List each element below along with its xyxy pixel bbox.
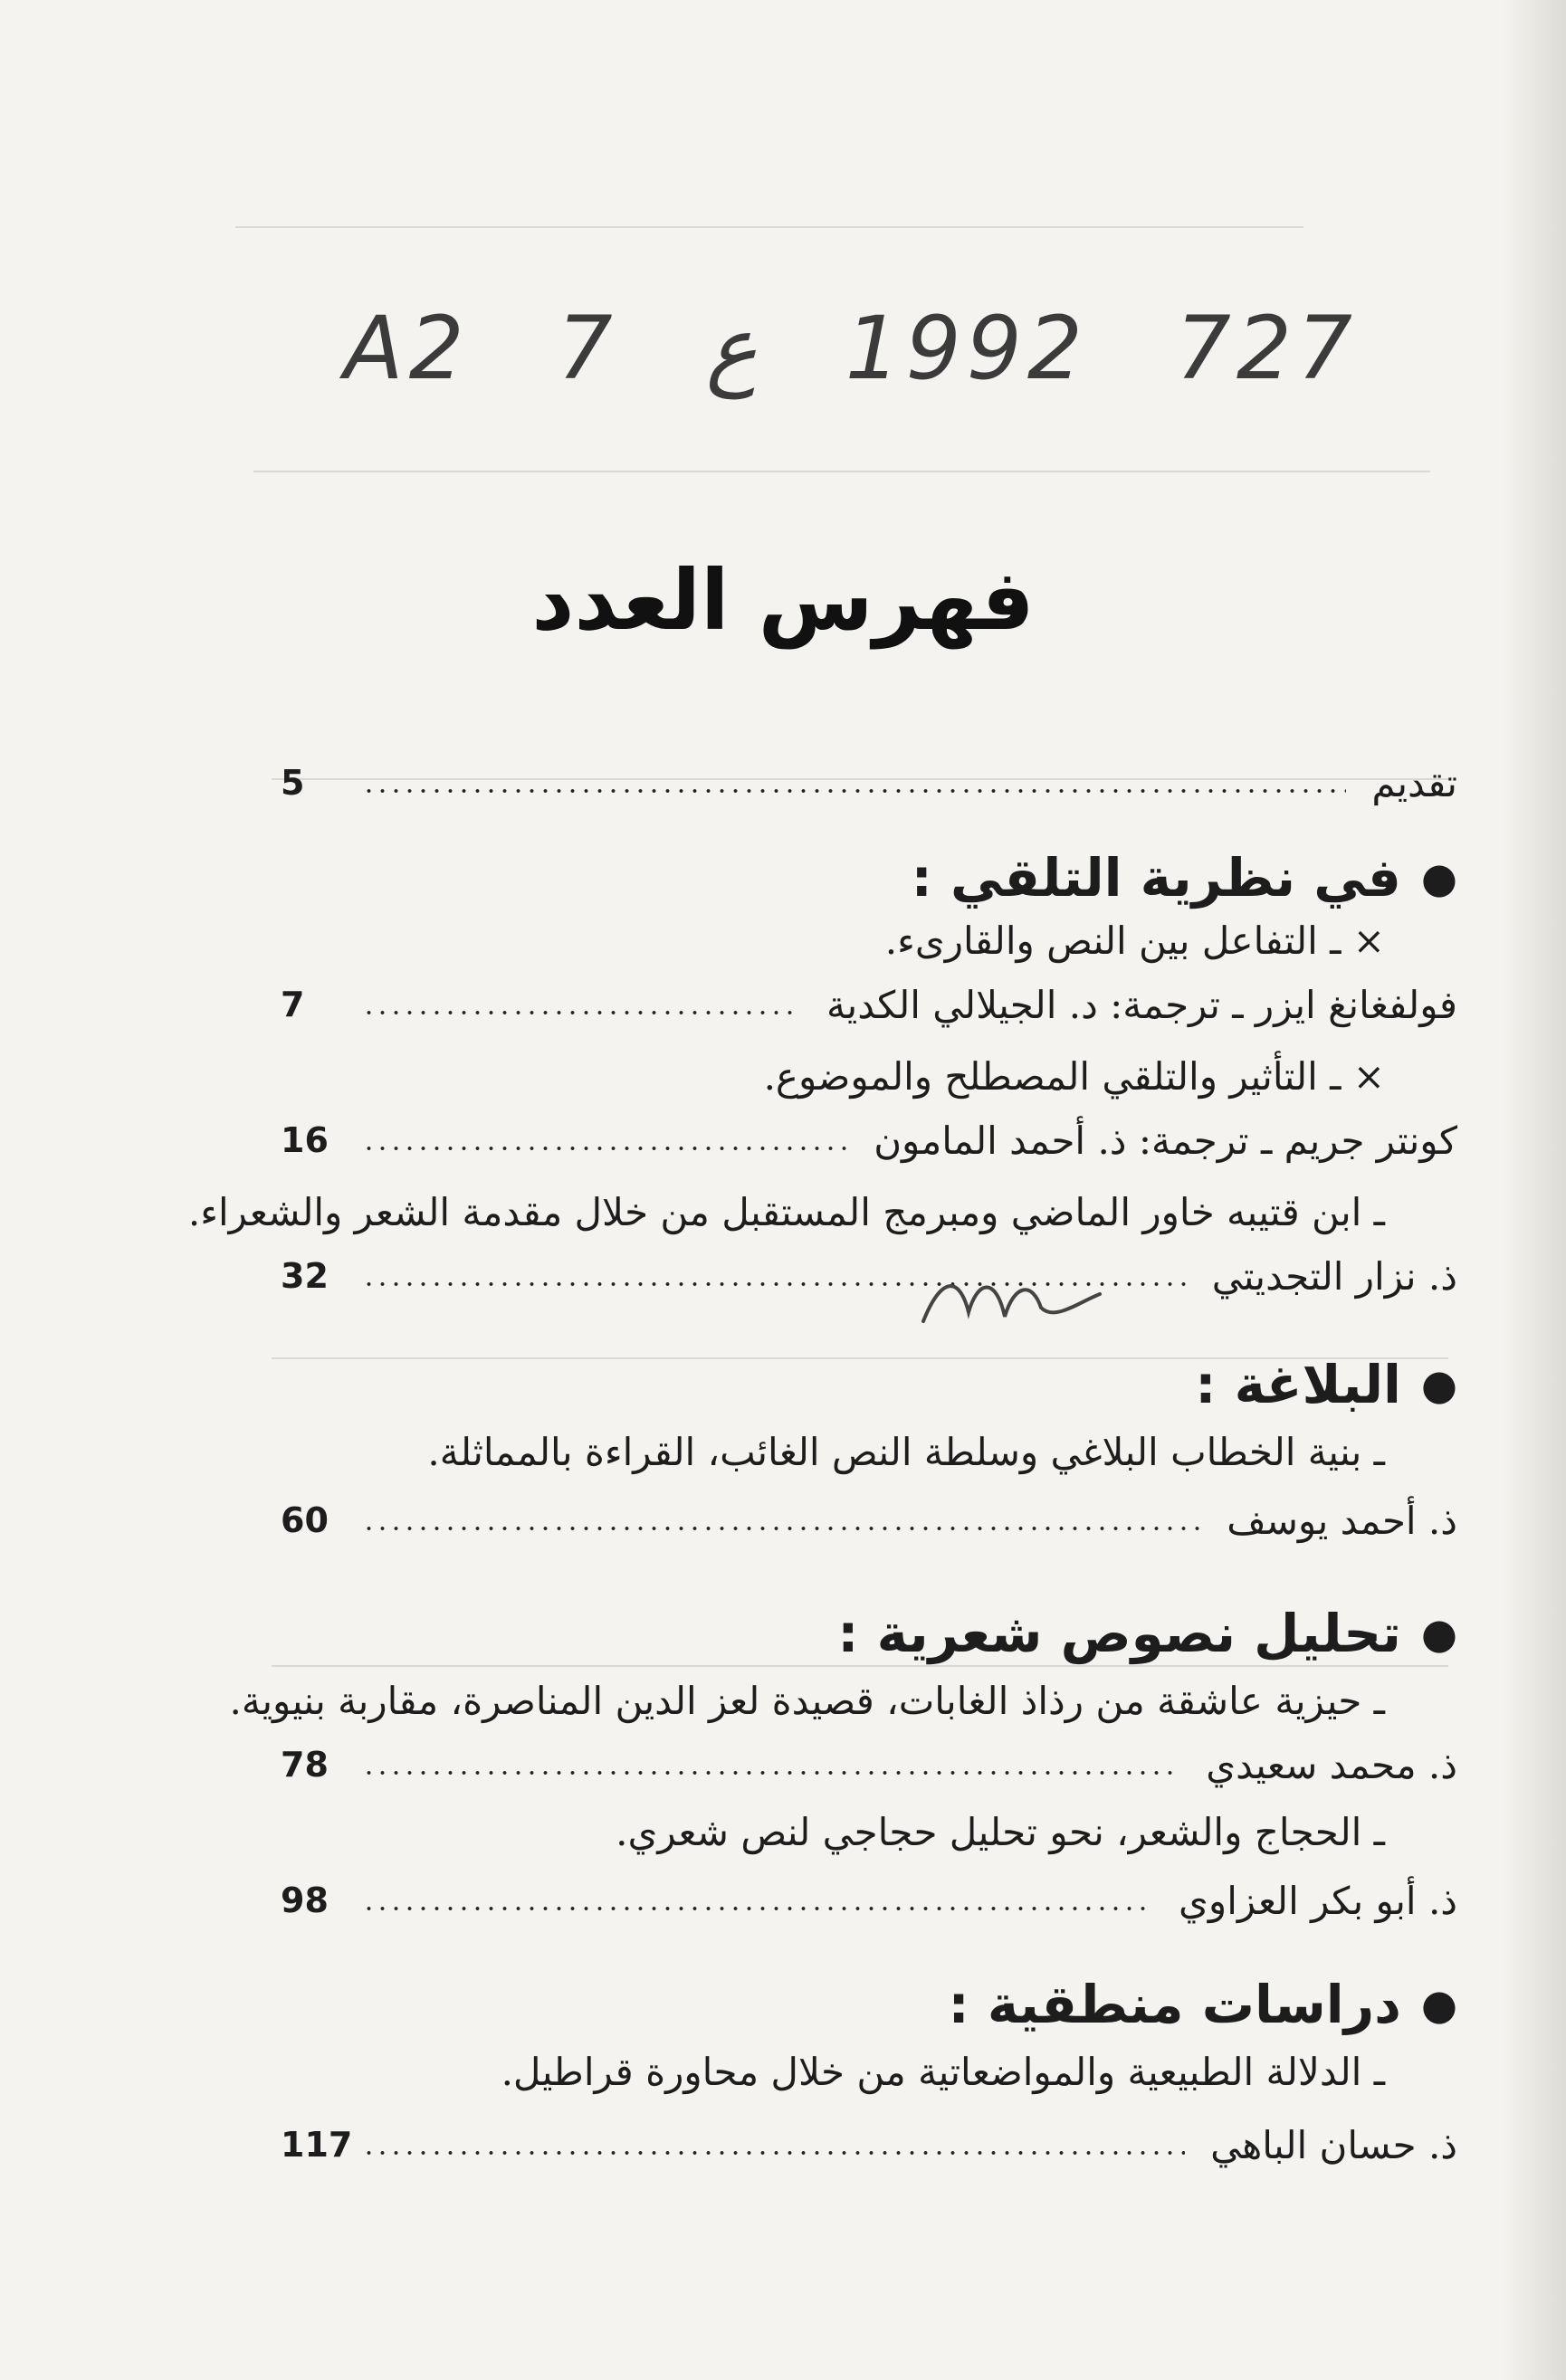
entry-label: تقديم (1371, 760, 1457, 805)
page-number: 16 (281, 1120, 329, 1160)
bullet-icon: ● (1420, 853, 1457, 902)
handwriting-part-2: 7 (557, 298, 618, 399)
handwriting-part-3: ع (705, 298, 758, 399)
bullet-icon: ● (1420, 1980, 1457, 2029)
page-number: 78 (281, 1745, 329, 1785)
entry-author: فولفغانغ ايزر ـ ترجمة: د. الجيلالي الكدية (826, 982, 1457, 1027)
entry-author: ذ. محمد سعيدي (1206, 1742, 1457, 1787)
page-number: 5 (281, 763, 305, 803)
toc-entry-author[interactable] (263, 1240, 1457, 1312)
entry-author: ذ. أحمد يوسف (1227, 1498, 1457, 1543)
dot-leader (362, 1527, 1201, 1530)
toc-entry-author[interactable] (263, 1104, 1457, 1176)
toc-entry-author[interactable] (263, 1728, 1457, 1801)
entry-author: كونتر جريم ـ ترجمة: ذ. أحمد المامون (874, 1118, 1457, 1163)
page-edge-shadow (1503, 0, 1566, 2380)
bullet-icon: ● (1420, 1609, 1457, 1658)
toc-article-title: ـ الحجاج والشعر، نحو تحليل حجاجي لنص شعري. (616, 1810, 1385, 1854)
dot-leader (362, 1147, 848, 1150)
toc-article-title: × ـ التأثير والتلقي المصطلح والموضوع. (763, 1054, 1385, 1099)
handwriting-part-1: A2 (344, 298, 470, 399)
section-title: في نظرية التلقي : (911, 847, 1401, 909)
dot-leader (362, 1771, 1180, 1775)
handwritten-catalog-number (344, 271, 1358, 425)
page-number: 32 (281, 1256, 329, 1296)
toc-article-title: ـ ابن قتيبه خاور الماضي ومبرمج المستقبل من خلال مقدمة الشعر والشعراء. (187, 1190, 1385, 1234)
section-heading-logic-studies (948, 1959, 1457, 2050)
section-heading-poetry-analysis (837, 1588, 1457, 1679)
dot-leader (362, 2151, 1185, 2155)
entry-author: ذ. أبو بكر العزاوي (1179, 1878, 1457, 1923)
page-number: 7 (281, 985, 305, 1024)
page-number: 60 (281, 1500, 329, 1540)
dot-leader (362, 1011, 801, 1014)
toc-entry-author[interactable] (263, 968, 1457, 1041)
toc-entry-introduction[interactable] (263, 747, 1457, 819)
toc-article-title: × ـ التفاعل بين النص والقارىء. (884, 919, 1385, 963)
toc-entry-author[interactable] (263, 1484, 1457, 1557)
entry-author: ذ. نزار التجديتي (1211, 1253, 1457, 1299)
toc-entry-author[interactable] (263, 1864, 1457, 1937)
toc-article-title: ـ حيزية عاشقة من رذاذ الغابات، قصيدة لعز الدين المناصرة، مقاربة بنيوية. (229, 1679, 1385, 1723)
section-title: دراسات منطقية : (948, 1974, 1401, 2035)
handwriting-part-5: 727 (1175, 298, 1358, 399)
page-title: فهرس العدد (531, 552, 1035, 649)
toc-article-title: ـ الدلالة الطبيعية والمواضعاتية من خلال محاورة قراطيل. (501, 2050, 1385, 2094)
dot-leader (362, 1907, 1153, 1910)
section-title: البلاغة : (1195, 1354, 1401, 1415)
pen-scribble-mark (905, 1267, 1113, 1330)
page-number: 117 (281, 2125, 353, 2165)
toc-article-title: ـ بنية الخطاب البلاغي وسلطة النص الغائب، القراءة بالمماثلة. (427, 1430, 1385, 1474)
handwriting-part-4: 1992 (845, 298, 1088, 399)
section-heading-reception-theory (912, 833, 1457, 923)
dot-leader (362, 789, 1346, 793)
page-number: 98 (281, 1880, 329, 1920)
entry-author: ذ. حسان الباهي (1210, 2122, 1457, 2167)
section-heading-rhetoric (1195, 1339, 1457, 1430)
section-title: تحليل نصوص شعرية : (837, 1603, 1401, 1664)
bullet-icon: ● (1420, 1360, 1457, 1409)
toc-entry-author[interactable] (263, 2109, 1457, 2181)
